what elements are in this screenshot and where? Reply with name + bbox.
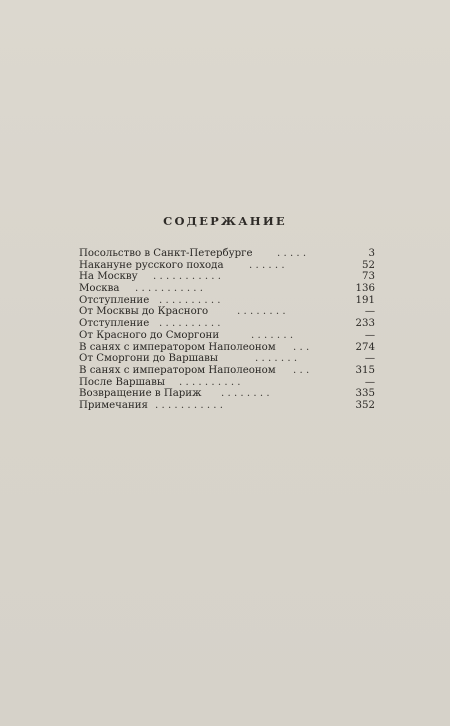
toc-row [79,306,375,318]
toc-leader-dots: . . . . . . . . . . . [155,399,224,411]
toc-page-number: 335 [355,388,375,400]
toc-page-number: 73 [362,271,375,283]
toc-entry-title: Примечания [79,399,148,411]
toc-row [79,318,375,330]
toc-entry-title: Москва [79,283,120,295]
toc-page-number: 3 [368,248,375,259]
toc-page-number: 274 [355,341,375,353]
toc-row [79,377,375,389]
toc-leader-dots: . . . . . . . . . . [159,318,221,330]
toc-page-number: — [364,329,375,341]
toc-leader-dots: . . . [293,341,310,353]
toc-entry-title: В санях с императором Наполеоном [79,364,276,376]
toc-entry-title: Отступление [79,318,150,330]
toc-row [79,248,375,260]
toc-leader-dots: . . . . . . . . [221,388,270,400]
toc-row [79,271,375,283]
toc-entry-title: В санях с императором Наполеоном [79,341,276,353]
toc-page-number: 136 [355,283,375,295]
toc-entry-title: После Варшавы [79,376,165,388]
toc-leader-dots: . . . . . [277,248,307,259]
toc-entry-title: От Красного до Сморгони [79,329,220,341]
toc-row [79,353,375,365]
toc-row [79,283,375,295]
table-of-contents [79,248,375,412]
toc-row [79,295,375,307]
toc-page-number: — [364,306,375,318]
toc-page-number: 233 [355,318,375,330]
toc-leader-dots: . . . . . . . . . . [159,294,221,306]
contents-heading: СОДЕРЖАНИЕ [163,214,287,228]
toc-entry-title: Посольство в Санкт-Петербурге [79,248,253,259]
toc-row [79,330,375,342]
toc-row [79,260,375,272]
toc-leader-dots: . . . . . . . . . . . [153,271,222,283]
toc-page-number: — [364,353,375,365]
toc-row [79,365,375,377]
toc-page-number: 191 [355,294,375,306]
toc-row [79,342,375,354]
toc-entry-title: Возвращение в Париж [79,388,202,400]
toc-row [79,400,375,412]
toc-entry-title: Отступление [79,294,150,306]
toc-leader-dots: . . . . . . [249,259,285,271]
toc-entry-title: Накануне русского похода [79,259,224,271]
toc-leader-dots: . . . . . . . [251,329,294,341]
toc-page-number: — [364,376,375,388]
toc-row [79,388,375,400]
toc-entry-title: От Москвы до Красного [79,306,209,318]
toc-page-number: 52 [362,259,375,271]
toc-leader-dots: . . . . . . . [255,353,298,365]
toc-page-number: 352 [355,399,375,411]
toc-leader-dots: . . . . . . . . [237,306,286,318]
toc-entry-title: От Сморгони до Варшавы [79,353,219,365]
toc-leader-dots: . . . . . . . . . . . [135,283,204,295]
toc-leader-dots: . . . [293,364,310,376]
toc-entry-title: На Москву [79,271,138,283]
toc-page-number: 315 [355,364,375,376]
toc-leader-dots: . . . . . . . . . . [179,376,241,388]
